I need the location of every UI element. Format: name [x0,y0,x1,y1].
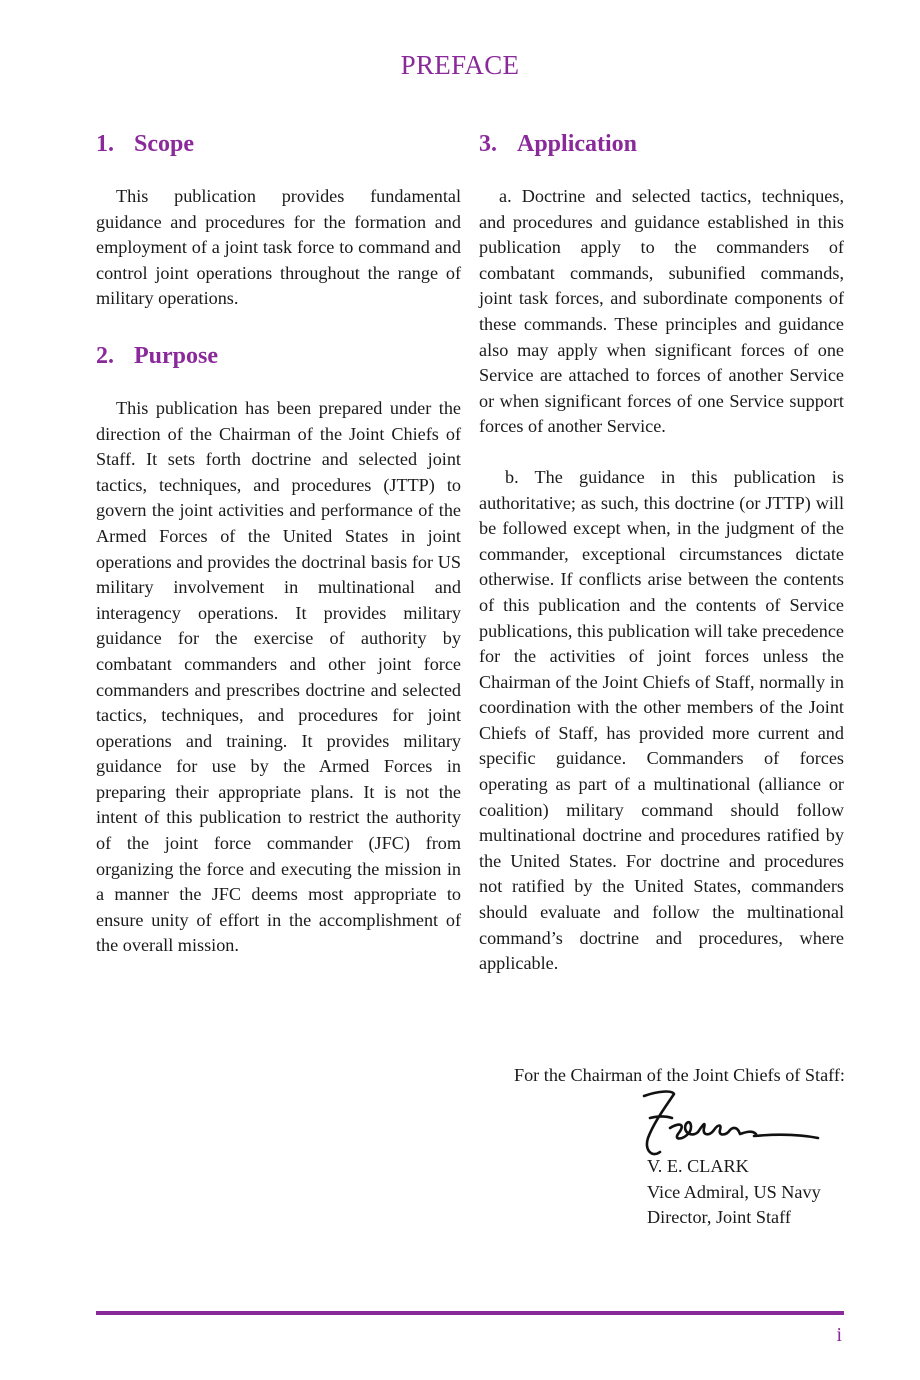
application-heading-number: 3. [479,131,497,157]
purpose-heading [96,340,461,372]
signer-position: Director, Joint Staff [647,1207,791,1228]
right-column [479,128,844,977]
signoff-line: For the Chairman of the Joint Chiefs of Staff: [513,1065,845,1085]
left-column [96,128,461,959]
application-paragraph-a: a. Doctrine and selected tactics, techniques, and procedures and guidance established in this publication apply to the commanders of combatant commands, subunified commands, joint task forces, and subordinate components of these commands. These principles and guidance also may apply when significant forces of one Service are attached to forces of another Service or when significant forces of one Service support forces of another Service. [479,186,844,437]
page-number: i [836,1324,842,1346]
scope-paragraph: This publication provides fundamental guidance and procedures for the formation and employment of a joint task force to command and control joint operations throughout the range of military operations. [96,186,461,309]
application-heading-text: Application [517,131,638,157]
signer-rank: Vice Admiral, US Navy [647,1181,821,1202]
signer-name: V. E. CLARK [647,1156,749,1176]
footer-rule [96,1311,844,1315]
scope-heading-text: Scope [134,131,194,157]
scope-heading [96,128,461,160]
scope-heading-number: 1. [96,131,114,157]
purpose-heading-number: 2. [96,342,114,369]
application-paragraph-b: b. The guidance in this publication is authoritative; as such, this doctrine (or JTTP) will be followed except when, in the judgment of the commander, exceptional circumstances dictate otherwise. If conflicts arise between the contents of this publication and the contents of Service publications, this publication will take precedence for the activities of joint forces unless the Chairman of the Joint Chiefs of Staff, normally in coordination with the other members of the Joint Chiefs of Staff, has provided more current and specific guidance. Commanders of forces operating as part of a multinational (alliance or coalition) military command should follow multinational doctrine and procedures ratified by the United States. For doctrine and procedures not ratified by the United States, commanders should evaluate and follow the multinational command’s doctrine and procedures, where applicable. [479,466,844,974]
purpose-paragraph: This publication has been prepared under the direction of the Chairman of the Joint Chiefs of Staff. It sets forth doctrine and selected joint tactics, techniques, and procedures (JTTP) to govern the joint activities and performance of the Armed Forces of the United States in joint operations and provides the doctrinal basis for US military involvement in multinational and interagency operations. It provides military guidance for the exercise of authority by combatant commanders and other joint force commanders and prescribes doctrine and selected tactics, techniques, and procedures for joint operations and training. It provides military guidance for use by the Armed Forces in preparing their appropriate plans. It is not the intent of this publication to restrict the authority of the joint force commander (JFC) from organizing the force and executing the mission in a manner the JFC deems most appropriate to ensure unity of effort in the accomplishment of the overall mission. [96,397,461,956]
signer-block [647,1154,821,1231]
application-heading [479,128,844,160]
purpose-heading-text: Purpose [134,342,218,369]
page-title: PREFACE [400,50,520,80]
